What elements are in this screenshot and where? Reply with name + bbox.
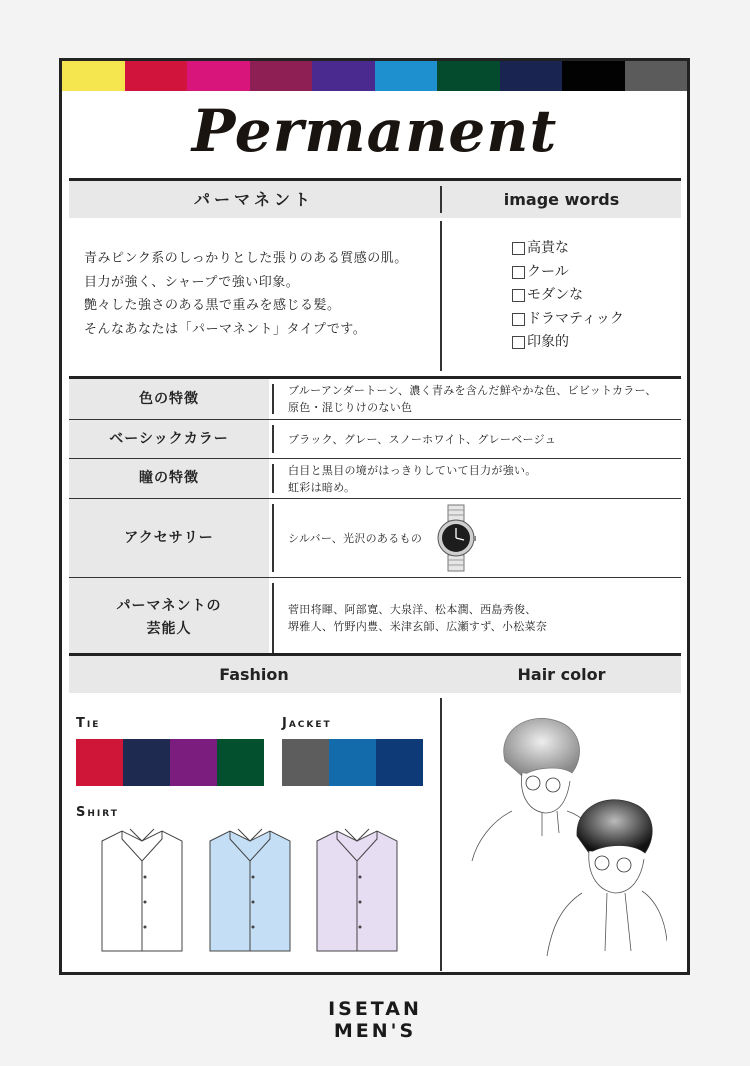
row-divider [272, 464, 274, 493]
feature-label: ベーシックカラー [69, 420, 269, 458]
shirt-icon [315, 827, 399, 955]
stripe-swatch [625, 61, 688, 91]
jacket-swatch [329, 739, 376, 786]
tie-swatch [217, 739, 264, 786]
row-divider [272, 425, 274, 453]
shirt-icon [100, 827, 184, 955]
feature-row [69, 459, 681, 499]
checkbox-icon [512, 242, 525, 255]
row-divider [272, 504, 274, 572]
image-word-item: 高貴な [512, 237, 624, 261]
stripe-swatch [250, 61, 313, 91]
tie-swatch [170, 739, 217, 786]
stripe-swatch [500, 61, 563, 91]
description-line: 艶々した強さのある黒で重みを感じる髪。 [84, 298, 341, 313]
checkbox-icon [512, 289, 525, 302]
checkbox-icon [512, 266, 525, 279]
jacket-swatch [376, 739, 423, 786]
description-line: 青みピンク系のしっかりとした張りのある質感の肌。 [84, 251, 408, 266]
feature-row [69, 379, 681, 420]
stripe-swatch [125, 61, 188, 91]
type-description [84, 247, 408, 341]
feature-value: シルバー、光沢のあるもの [288, 499, 476, 577]
row-divider [272, 583, 274, 653]
header-image-words: image words [503, 190, 620, 209]
image-word-item: ドラマティック [512, 308, 624, 332]
tie-swatches [76, 739, 264, 786]
feature-value: 白目と黒目の境がはっきりしていて目力が強い。 虹彩は暗め。 [288, 463, 537, 494]
checkbox-icon [512, 313, 525, 326]
feature-value: ブラック、グレー、スノーホワイト、グレーベージュ [288, 432, 557, 446]
feature-label: パーマネントの 芸能人 [69, 578, 269, 658]
features-table [69, 376, 681, 658]
tie-label: Tie [76, 716, 101, 731]
hair-color-heading: Hair color [517, 665, 606, 684]
jacket-label: Jacket [282, 716, 332, 731]
image-word-item: クール [512, 261, 624, 285]
jacket-swatch [282, 739, 329, 786]
checkbox-icon [512, 336, 525, 349]
tie-swatch [123, 739, 170, 786]
stripe-swatch [375, 61, 438, 91]
fashion-heading: Fashion [219, 665, 289, 684]
image-words-list [512, 237, 624, 355]
jacket-swatches [282, 739, 423, 786]
feature-label: 瞳の特徴 [69, 459, 269, 498]
page-title: Permanent [191, 97, 558, 165]
color-stripe [62, 61, 687, 91]
shirt-label: Shirt [76, 805, 119, 820]
stripe-swatch [62, 61, 125, 91]
header-bar [69, 178, 681, 218]
tie-swatch [76, 739, 123, 786]
feature-row [69, 499, 681, 578]
type-card [59, 58, 690, 975]
image-word-item: モダンな [512, 284, 624, 308]
hair-illustration [467, 711, 667, 961]
bottom-divider [440, 698, 442, 971]
stripe-swatch [187, 61, 250, 91]
stripe-swatch [562, 61, 625, 91]
row-divider [272, 384, 274, 414]
stripe-swatch [312, 61, 375, 91]
stripe-swatch [437, 61, 500, 91]
isetan-mens-logo: ISETAN MEN'S [328, 998, 422, 1042]
description-line: そんなあなたは「パーマネント」タイプです。 [84, 321, 367, 337]
shirt-icon [208, 827, 292, 955]
feature-label: アクセサリー [69, 499, 269, 577]
watch-icon [436, 503, 476, 573]
feature-value: 菅田将暉、阿部寛、大泉洋、松本潤、西島秀俊、 堺雅人、竹野内豊、米津玄師、広瀬すず、小松菜奈 [288, 603, 548, 633]
feature-value: ブルーアンダートーン、濃く青みを含んだ鮮やかな色、ビビットカラー、 原色・混じりけのない色 [288, 384, 657, 414]
feature-label: 色の特徴 [69, 379, 269, 419]
feature-row [69, 420, 681, 459]
feature-row [69, 578, 681, 658]
fashion-bar [69, 653, 681, 693]
header-type-name: パーマネント [193, 190, 314, 209]
description-line: 目力が強く、シャープで強い印象。 [84, 274, 300, 290]
section-divider [440, 221, 442, 371]
image-word-item: 印象的 [512, 331, 624, 355]
